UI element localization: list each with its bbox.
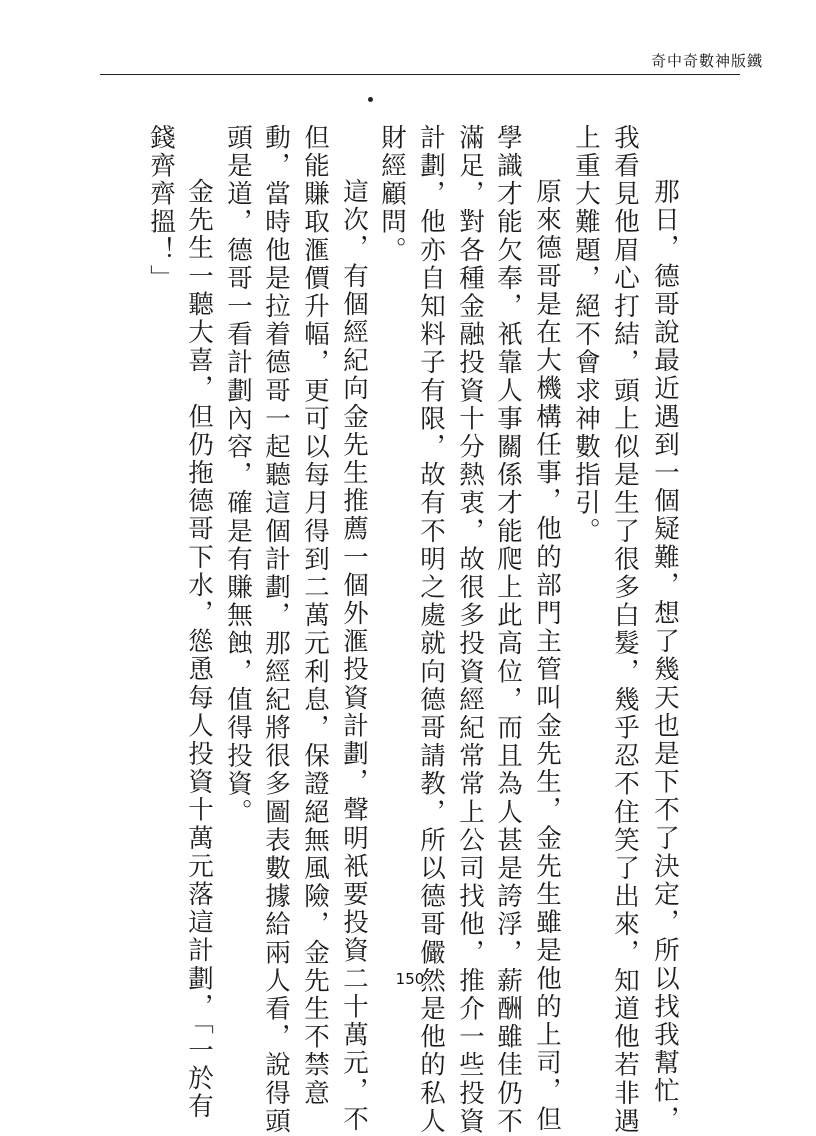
- text-column-4: 原來德哥是在大機構任事，他的部門主管叫金先生，金先生雖是他的上司，但: [532, 150, 562, 1134]
- text-column-1: 那日，德哥說最近遇到一個疑難，想了幾天也是下不了決定，所以找我幫忙，: [650, 150, 680, 1134]
- page-number: 150: [395, 970, 425, 988]
- text-column-14: 錢齊齊搵！」: [146, 124, 176, 293]
- text-column-12: 頭是道，德哥一看計劃內容，確是有賺無蝕，值得投資。: [223, 124, 253, 827]
- text-column-13: 金先生一聽大喜，但仍拖德哥下水，慫恿每人投資十萬元落這計劃，「一於有: [184, 150, 214, 1121]
- text-column-11: 動，當時他是拉着德哥一起聽這個計劃，那經紀將很多圖表數據給兩人看，說得頭: [261, 124, 291, 1136]
- running-header: 奇中奇數神版鐵: [650, 52, 763, 70]
- text-column-8: 財經顧問。: [377, 124, 407, 265]
- text-column-3: 上重大難題，絕不會求神數指引。: [571, 124, 601, 546]
- text-column-7: 計劃，他亦自知料子有限，故有不明之處就向德哥請教，所以德哥儼然是他的私人: [416, 124, 446, 1136]
- stray-mark: [368, 97, 373, 102]
- text-column-9: 這次，有個經紀向金先生推薦一個外滙投資計劃，聲明衹要投資二十萬元，不: [339, 150, 369, 1134]
- text-column-2: 我看見他眉心打結，頭上似是生了很多白髮，幾乎忍不住笑了出來，知道他若非遇: [610, 124, 640, 1136]
- text-column-10: 但能賺取滙價升幅，更可以每月得到二萬元利息，保證絕無風險，金先生不禁意: [300, 124, 330, 1108]
- text-column-5: 學識才能欠奉，衹靠人事關係才能爬上此高位，而且為人甚是誇浮，薪酬雖佳仍不: [493, 124, 523, 1136]
- text-column-6: 滿足，對各種金融投資十分熱衷，故很多投資經紀常常上公司找他，推介一些投資: [455, 124, 485, 1136]
- header-rule: [100, 74, 740, 75]
